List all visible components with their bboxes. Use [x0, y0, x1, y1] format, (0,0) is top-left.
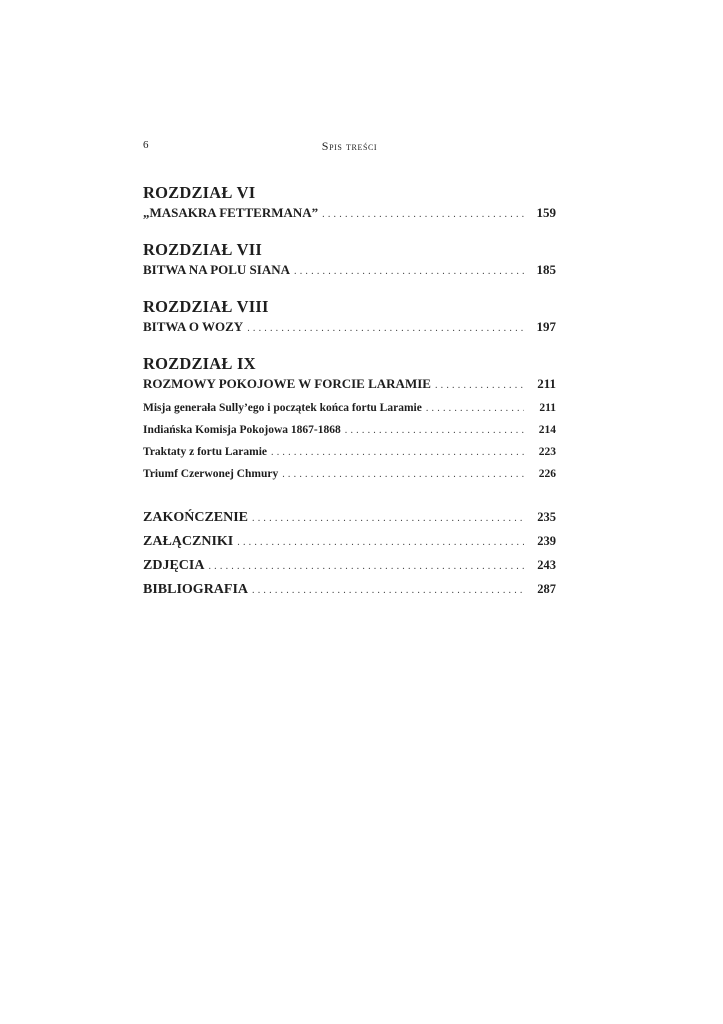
dot-leader	[426, 401, 524, 416]
entry-page: 211	[537, 376, 556, 391]
subentry-title: Triumf Czerwonej Chmury	[143, 468, 279, 480]
entry-page: 197	[536, 319, 556, 334]
chapter-9	[143, 354, 556, 482]
entry-title: BIBLIOGRAFIA	[143, 582, 249, 597]
dot-leader	[247, 320, 524, 337]
backmatter-list	[143, 507, 556, 601]
entry-title: ZAŁĄCZNIKI	[143, 534, 234, 549]
dot-leader	[282, 467, 524, 482]
dot-leader	[237, 533, 524, 553]
toc-entry	[143, 204, 556, 223]
entry-page: 185	[536, 262, 556, 277]
subentry-page: 214	[538, 424, 556, 436]
chapter-8	[143, 297, 556, 337]
toc-entry	[143, 375, 556, 394]
dot-leader	[345, 423, 524, 438]
chapter-heading: ROZDZIAŁ VI	[143, 183, 256, 202]
subentry-page: 223	[538, 446, 556, 458]
toc-subentry	[143, 401, 556, 416]
backmatter-entry	[143, 531, 556, 553]
entry-title: ROZMOWY POKOJOWE W FORCIE LARAMIE	[143, 376, 431, 391]
dot-leader	[271, 445, 524, 460]
backmatter-entry	[143, 507, 556, 529]
subentry-page: 226	[538, 468, 556, 480]
chapter-heading: ROZDZIAŁ VII	[143, 240, 263, 259]
toc-subentry	[143, 445, 556, 460]
subentry-title: Indiańska Komisja Pokojowa 1867-1868	[143, 424, 341, 436]
running-title: Spis treści	[321, 139, 378, 153]
entry-page: 235	[537, 510, 556, 524]
subentry-title: Misja generała Sully’ego i początek końca fortu Laramie	[143, 402, 422, 414]
entry-page: 287	[537, 582, 556, 596]
chapter-6	[143, 183, 556, 223]
chapter-7	[143, 240, 556, 280]
chapter-heading: ROZDZIAŁ IX	[143, 354, 256, 373]
dot-leader	[435, 377, 524, 394]
dot-leader	[208, 557, 524, 577]
entry-title: ZDJĘCIA	[143, 558, 205, 573]
dot-leader	[252, 581, 524, 601]
dot-leader	[252, 509, 524, 529]
subentry-title: Traktaty z fortu Laramie	[143, 446, 268, 458]
entry-title: BITWA O WOZY	[143, 319, 244, 334]
toc-subentry	[143, 467, 556, 482]
entry-page: 159	[536, 205, 556, 220]
entry-page: 243	[537, 558, 556, 572]
backmatter-entry	[143, 579, 556, 601]
page-header	[143, 139, 556, 155]
chapter-heading: ROZDZIAŁ VIII	[143, 297, 269, 316]
toc-entry	[143, 261, 556, 280]
table-of-contents	[143, 183, 556, 601]
entry-page: 239	[537, 534, 556, 548]
entry-title: „MASAKRA FETTERMANA”	[143, 205, 319, 220]
dot-leader	[322, 206, 524, 223]
subentry-page: 211	[539, 402, 556, 414]
dot-leader	[294, 263, 524, 280]
entry-title: BITWA NA POLU SIANA	[143, 262, 291, 277]
backmatter-entry	[143, 555, 556, 577]
page-number: 6	[143, 139, 149, 151]
toc-entry	[143, 318, 556, 337]
entry-title: ZAKOŃCZENIE	[143, 510, 249, 525]
toc-subentry	[143, 423, 556, 438]
